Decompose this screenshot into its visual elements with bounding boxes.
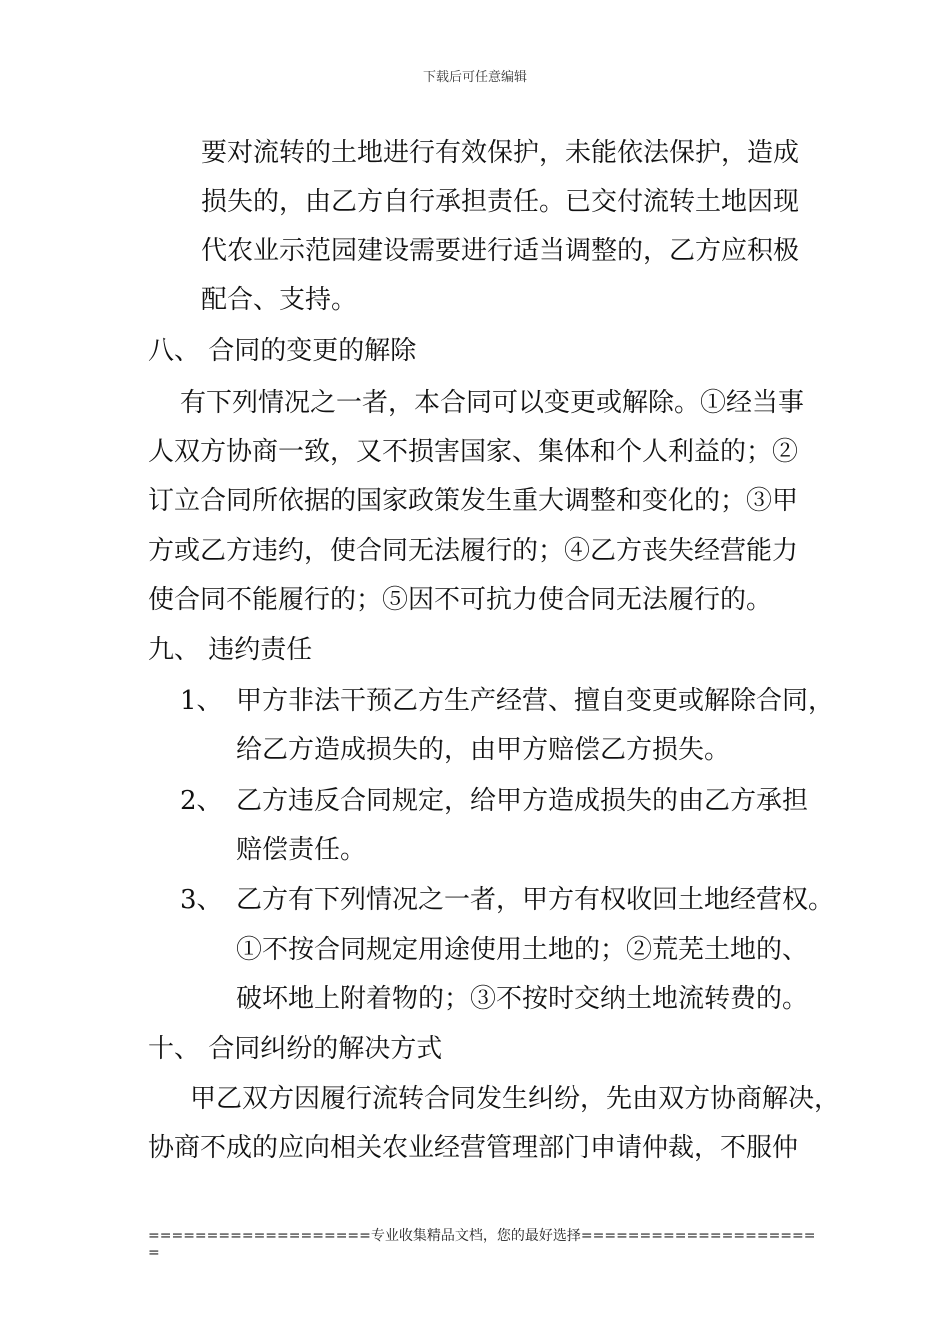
list-item-line: 赔偿责任。 — [236, 835, 367, 865]
section-8-paragraph-line: 人双方协商一致，又不损害国家、集体和个人利益的；② — [148, 437, 799, 467]
list-item-number: 1、 — [180, 686, 223, 716]
page-header: 下载后可任意编辑 — [422, 70, 527, 85]
continuation-line: 代农业示范园建设需要进行适当调整的，乙方应积极 — [201, 236, 800, 266]
section-9-heading: 九、 违约责任 — [148, 635, 313, 665]
section-8-paragraph-line: 有下列情况之一者，本合同可以变更或解除。①经当事 — [180, 388, 805, 418]
page-footer-line: ===================专业收集精品文档，您的最好选择==================== — [148, 1228, 816, 1244]
list-item-line: 甲方非法干预乙方生产经营、擅自变更或解除合同， — [236, 686, 835, 716]
continuation-line: 配合、支持。 — [201, 285, 358, 315]
section-8-heading: 八、 合同的变更的解除 — [148, 336, 417, 366]
list-item-line: 破坏地上附着物的；③不按时交纳土地流转费的。 — [236, 984, 809, 1014]
section-10-paragraph-line: 协商不成的应向相关农业经营管理部门申请仲裁，不服仲 — [148, 1133, 799, 1163]
section-10-heading: 十、 合同纠纷的解决方式 — [148, 1034, 443, 1064]
section-10-paragraph-line: 甲乙双方因履行流转合同发生纠纷，先由双方协商解决， — [190, 1084, 841, 1114]
list-item-number: 3、 — [180, 885, 223, 915]
section-8-paragraph-line: 方或乙方违约，使合同无法履行的；④乙方丧失经营能力 — [148, 536, 799, 566]
list-item-line: 给乙方造成损失的，由甲方赔偿乙方损失。 — [236, 735, 731, 765]
list-item-number: 2、 — [180, 786, 223, 816]
list-item-line: 乙方违反合同规定，给甲方造成损失的由乙方承担 — [236, 786, 809, 816]
continuation-line: 要对流转的土地进行有效保护，未能依法保护，造成 — [201, 138, 800, 168]
section-8-paragraph-line: 订立合同所依据的国家政策发生重大调整和变化的；③甲 — [148, 486, 799, 516]
section-8-paragraph-line: 使合同不能履行的；⑤因不可抗力使合同无法履行的。 — [148, 585, 773, 615]
page-footer-line: = — [148, 1245, 160, 1261]
list-item-line: 乙方有下列情况之一者，甲方有权收回土地经营权。 — [236, 885, 835, 915]
list-item-line: ①不按合同规定用途使用土地的；②荒芜土地的、 — [236, 935, 809, 965]
continuation-line: 损失的，由乙方自行承担责任。已交付流转土地因现 — [201, 187, 800, 217]
